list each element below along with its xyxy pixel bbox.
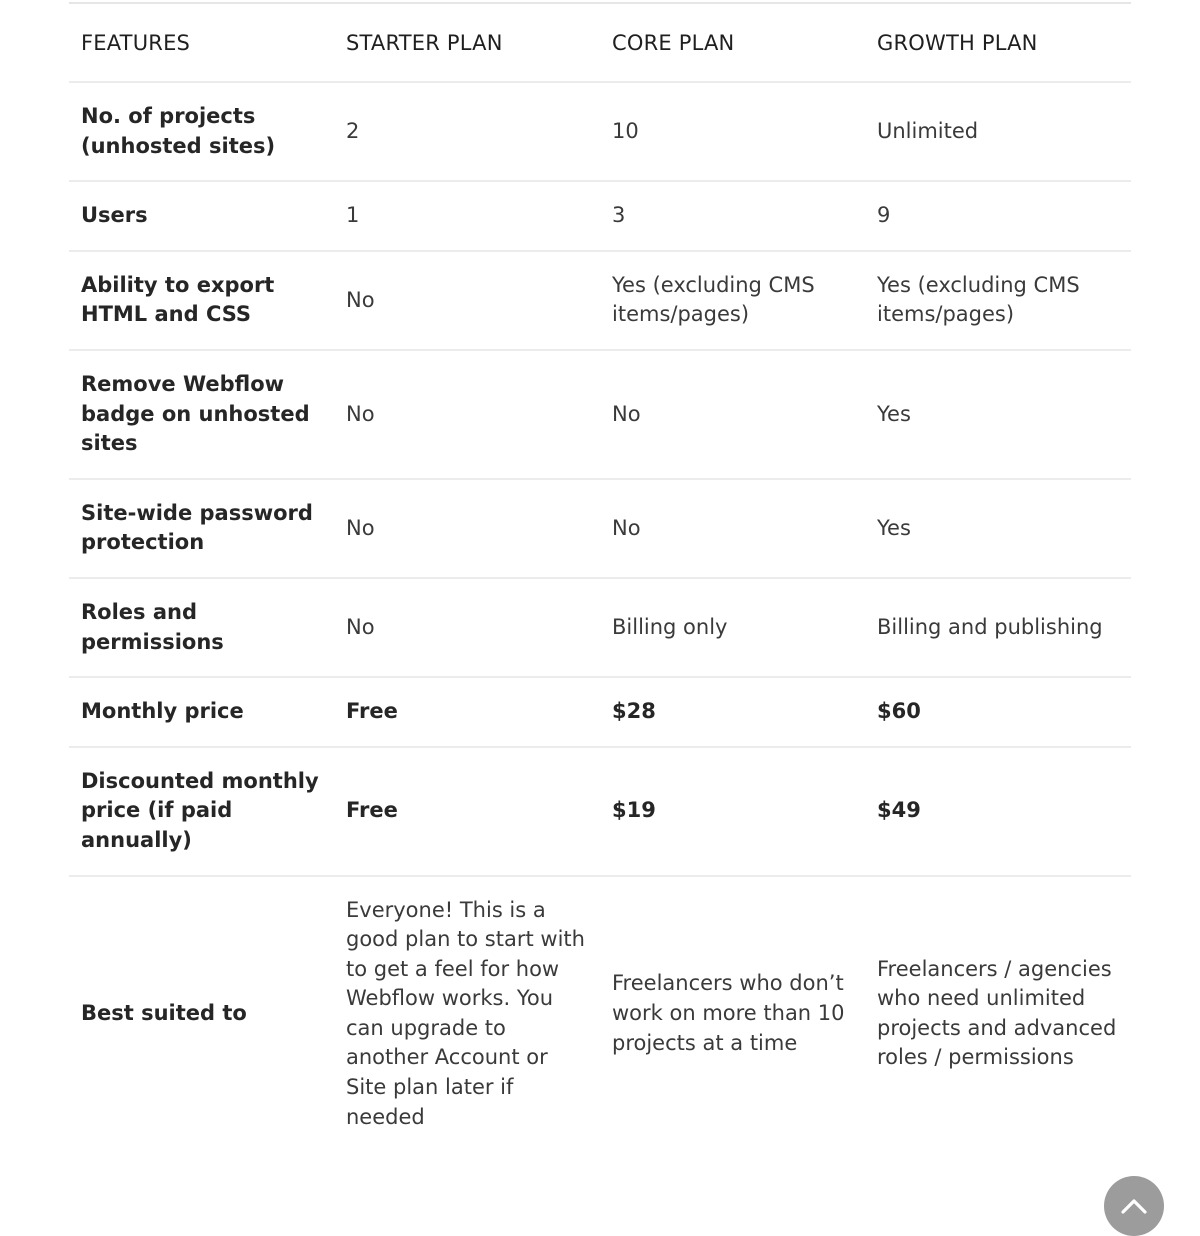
- table-row: [69, 479, 1131, 578]
- feature-cell: Site-wide password protection: [81, 500, 313, 555]
- core-cell: 3: [612, 203, 626, 228]
- feature-cell: Users: [81, 203, 148, 228]
- core-price-cell: $28: [612, 699, 656, 724]
- starter-cell: No: [346, 287, 375, 312]
- growth-cell: 9: [877, 203, 891, 228]
- starter-cell: 1: [346, 203, 360, 228]
- header-features: FEATURES: [81, 30, 191, 55]
- core-cell: 10: [612, 118, 639, 143]
- core-cell: No: [612, 515, 641, 540]
- starter-cell: No: [346, 614, 375, 639]
- core-cell: Yes (excluding CMS items/pages): [612, 272, 815, 327]
- starter-cell: 2: [346, 118, 360, 143]
- growth-cell: Yes: [877, 515, 911, 540]
- table-row: [69, 82, 1131, 181]
- feature-cell: No. of projects (unhosted sites): [81, 104, 276, 158]
- scroll-to-top-button[interactable]: [1104, 1176, 1164, 1236]
- feature-cell: Discounted monthly price (if paid annually): [81, 768, 319, 852]
- growth-price-cell: $60: [877, 699, 921, 724]
- header-growth-plan: GROWTH PLAN: [877, 30, 1038, 55]
- feature-cell: Roles and permissions: [81, 599, 224, 654]
- growth-price-cell: $49: [877, 798, 921, 823]
- feature-cell: Monthly price: [81, 699, 244, 724]
- starter-price-cell: Free: [346, 699, 398, 724]
- feature-cell: Ability to export HTML and CSS: [81, 272, 275, 327]
- chevron-up-icon: [1120, 1197, 1148, 1215]
- core-price-cell: $19: [612, 798, 656, 823]
- table-row: [69, 181, 1131, 251]
- table-row: [69, 251, 1131, 350]
- table-row: [69, 747, 1131, 876]
- growth-cell: Freelancers / agencies who need unlimited projects and advanced roles / permissions: [877, 956, 1117, 1070]
- growth-cell: Billing and publishing: [877, 614, 1103, 639]
- table-row: [69, 350, 1131, 479]
- pricing-comparison-table-wrapper: [69, 2, 1131, 1151]
- core-cell: Freelancers who don’t work on more than 10 projects at a time: [612, 971, 845, 1055]
- core-cell: No: [612, 401, 641, 426]
- growth-cell: Yes (excluding CMS items/pages): [877, 272, 1080, 327]
- table-row: [69, 677, 1131, 747]
- header-starter-plan: STARTER PLAN: [346, 30, 503, 55]
- starter-cell: No: [346, 401, 375, 426]
- table-header-row: [69, 3, 1131, 82]
- header-core-plan: CORE PLAN: [612, 30, 735, 55]
- table-row: [69, 578, 1131, 677]
- pricing-comparison-table: [69, 2, 1131, 1151]
- growth-cell: Unlimited: [877, 118, 979, 143]
- feature-cell: Best suited to: [81, 1001, 247, 1026]
- core-cell: Billing only: [612, 614, 728, 639]
- starter-cell: No: [346, 515, 375, 540]
- growth-cell: Yes: [877, 401, 911, 426]
- starter-cell: Everyone! This is a good plan to start with to get a feel for how Webflow works. You can upgrade to another Account or Site plan later if needed: [346, 897, 585, 1129]
- table-row: [69, 876, 1131, 1152]
- starter-price-cell: Free: [346, 798, 398, 823]
- feature-cell: Remove Webflow badge on unhosted sites: [81, 371, 310, 456]
